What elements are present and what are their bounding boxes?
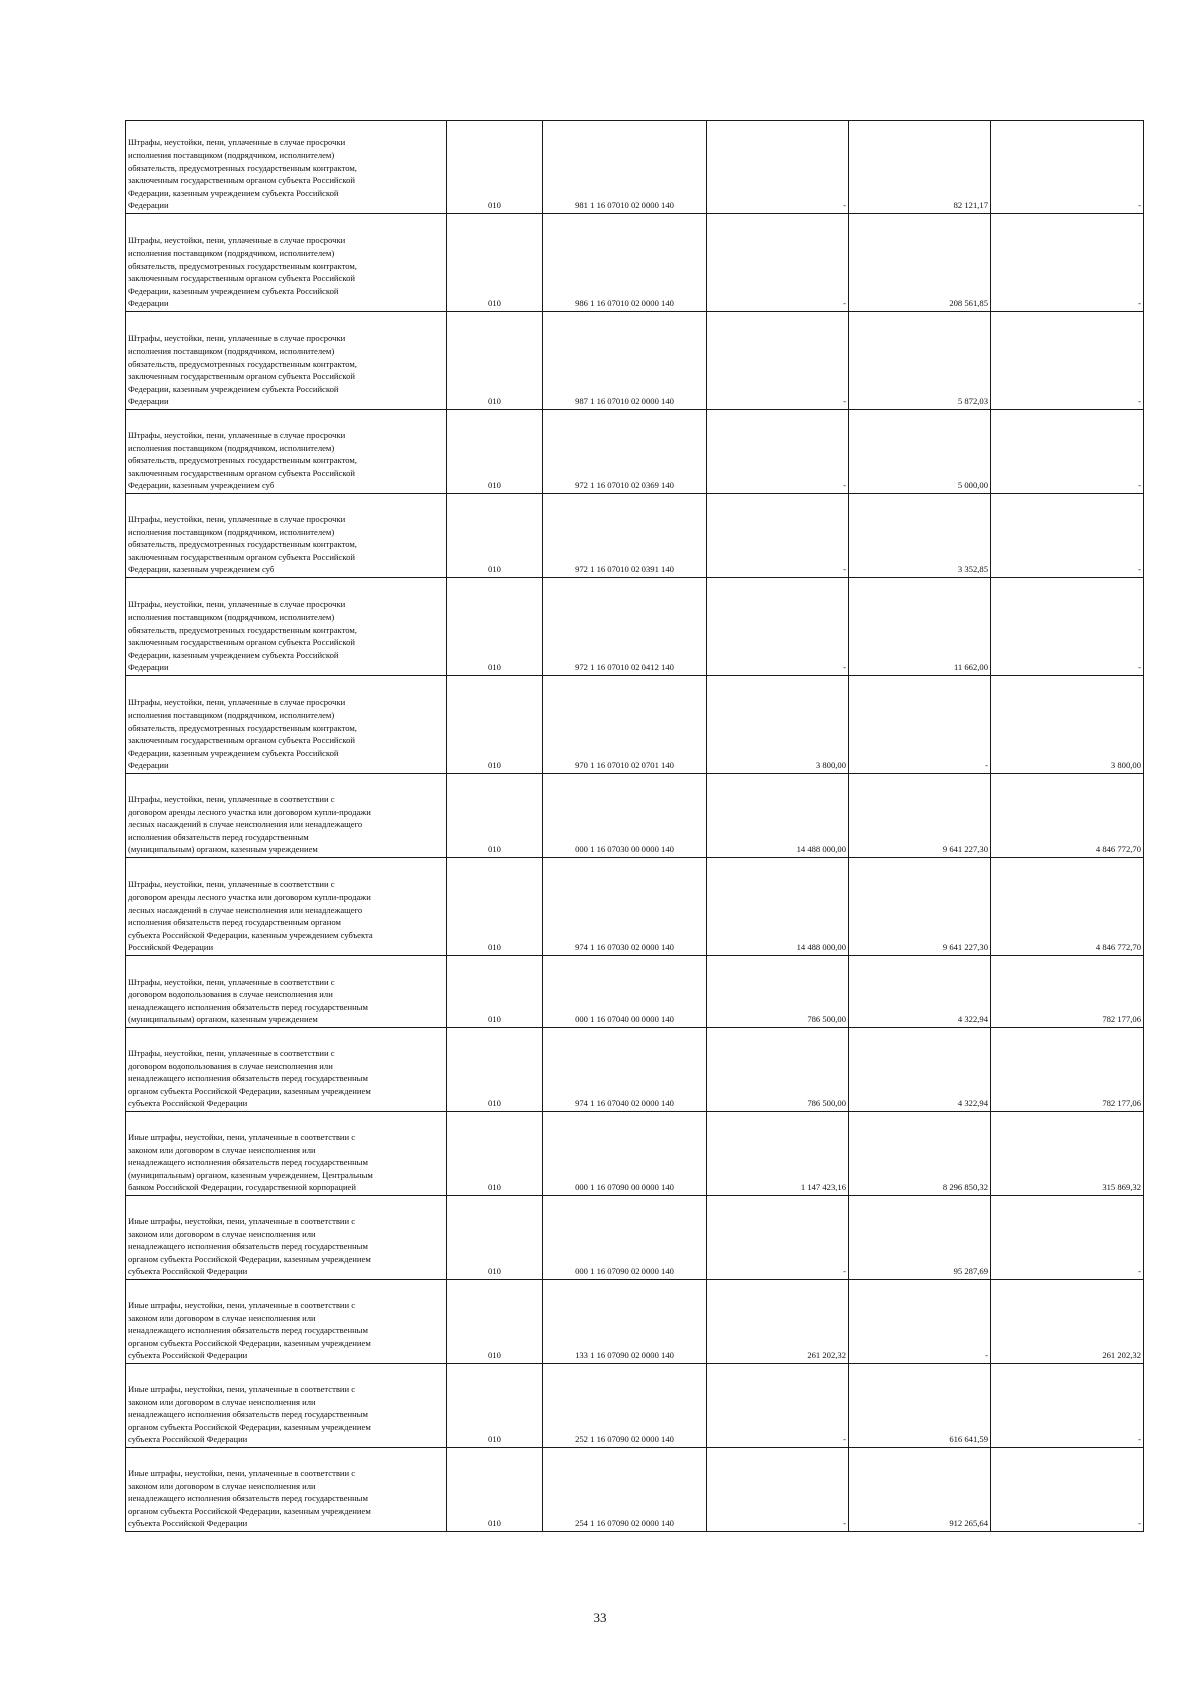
row-name: Штрафы, неустойки, пени, уплаченные в случае просрочки исполнения поставщиком (подрядчиком, исполнителем) обязательств, предусмотренных государственным контрактом, заключенным государственным органом субъекта Российской Федерации, казенным учреждением субъекта Российской Федерации bbox=[126, 214, 447, 312]
row-name: Иные штрафы, неустойки, пени, уплаченные в соответствии с законом или договором в случае неисполнения или ненадлежащего исполнения обязательств перед государственным органом субъекта Российской Федерации, казенным учреждением субъекта Российской Федерации bbox=[126, 1280, 447, 1364]
table-row bbox=[126, 494, 1144, 578]
row-name: Штрафы, неустойки, пени, уплаченные в случае просрочки исполнения поставщиком (подрядчиком, исполнителем) обязательств, предусмотренных государственным контрактом, заключенным государственным органом субъекта Российской Федерации, казенным учреждением субъекта Российской Федерации bbox=[126, 676, 447, 774]
row-executed-value: 95 287,69 bbox=[849, 1196, 991, 1280]
row-budget-code: 987 1 16 07010 02 0000 140 bbox=[543, 312, 707, 410]
row-budget-code: 974 1 16 07040 02 0000 140 bbox=[543, 1028, 707, 1112]
row-name: Штрафы, неустойки, пени, уплаченные в случае просрочки исполнения поставщиком (подрядчиком, исполнителем) обязательств, предусмотренных государственным контрактом, заключенным государственным органом субъекта Российской Федерации, казенным учреждением суб bbox=[126, 494, 447, 578]
row-name: Иные штрафы, неустойки, пени, уплаченные в соответствии с законом или договором в случае неисполнения или ненадлежащего исполнения обязательств перед государственным органом субъекта Российской Федерации, казенным учреждением субъекта Российской Федерации bbox=[126, 1364, 447, 1448]
row-name: Штрафы, неустойки, пени, уплаченные в соответствии с договором водопользования в случае неисполнения или ненадлежащего исполнения обязательств перед государственным (муниципальным) органом, казенным учреждением bbox=[126, 956, 447, 1028]
table-row bbox=[126, 410, 1144, 494]
row-unexecuted-value: - bbox=[991, 578, 1144, 676]
table-row bbox=[126, 1364, 1144, 1448]
row-unexecuted-value: - bbox=[991, 312, 1144, 410]
row-line-code: 010 bbox=[447, 312, 543, 410]
row-budget-code: 974 1 16 07030 02 0000 140 bbox=[543, 858, 707, 956]
row-plan-value: 261 202,32 bbox=[707, 1280, 849, 1364]
row-name: Иные штрафы, неустойки, пени, уплаченные в соответствии с законом или договором в случае неисполнения или ненадлежащего исполнения обязательств перед государственным органом субъекта Российской Федерации, казенным учреждением субъекта Российской Федерации bbox=[126, 1448, 447, 1532]
row-line-code: 010 bbox=[447, 956, 543, 1028]
row-unexecuted-value: - bbox=[991, 1196, 1144, 1280]
row-plan-value: - bbox=[707, 312, 849, 410]
table-row bbox=[126, 774, 1144, 858]
row-line-code: 010 bbox=[447, 774, 543, 858]
row-line-code: 010 bbox=[447, 494, 543, 578]
row-plan-value: - bbox=[707, 494, 849, 578]
row-unexecuted-value: 782 177,06 bbox=[991, 1028, 1144, 1112]
row-unexecuted-value: 4 846 772,70 bbox=[991, 774, 1144, 858]
row-name: Штрафы, неустойки, пени, уплаченные в случае просрочки исполнения поставщиком (подрядчиком, исполнителем) обязательств, предусмотренных государственным контрактом, заключенным государственным органом субъекта Российской Федерации, казенным учреждением субъекта Российской Федерации bbox=[126, 312, 447, 410]
row-plan-value: - bbox=[707, 578, 849, 676]
row-name: Штрафы, неустойки, пени, уплаченные в случае просрочки исполнения поставщиком (подрядчиком, исполнителем) обязательств, предусмотренных государственным контрактом, заключенным государственным органом субъекта Российской Федерации, казенным учреждением субъекта Российской Федерации bbox=[126, 578, 447, 676]
table-row bbox=[126, 858, 1144, 956]
row-executed-value: 9 641 227,30 bbox=[849, 774, 991, 858]
row-budget-code: 254 1 16 07090 02 0000 140 bbox=[543, 1448, 707, 1532]
row-unexecuted-value: - bbox=[991, 494, 1144, 578]
row-unexecuted-value: 782 177,06 bbox=[991, 956, 1144, 1028]
row-executed-value: 3 352,85 bbox=[849, 494, 991, 578]
row-budget-code: 252 1 16 07090 02 0000 140 bbox=[543, 1364, 707, 1448]
row-unexecuted-value: - bbox=[991, 1448, 1144, 1532]
row-plan-value: - bbox=[707, 121, 849, 214]
row-name: Штрафы, неустойки, пени, уплаченные в соответствии с договором водопользования в случае неисполнения или ненадлежащего исполнения обязательств перед государственным органом субъекта Российской Федерации, казенным учреждением субъекта Российской Федерации bbox=[126, 1028, 447, 1112]
row-budget-code: 972 1 16 07010 02 0412 140 bbox=[543, 578, 707, 676]
row-plan-value: - bbox=[707, 410, 849, 494]
row-name: Иные штрафы, неустойки, пени, уплаченные в соответствии с законом или договором в случае неисполнения или ненадлежащего исполнения обязательств перед государственным (муниципальным) органом, казенным учреждением, Центральным банком Российской Федерации, государственной корпорацией bbox=[126, 1112, 447, 1196]
row-budget-code: 981 1 16 07010 02 0000 140 bbox=[543, 121, 707, 214]
page-number: 33 bbox=[593, 1610, 607, 1625]
row-line-code: 010 bbox=[447, 121, 543, 214]
table-row bbox=[126, 214, 1144, 312]
row-unexecuted-value: - bbox=[991, 121, 1144, 214]
row-line-code: 010 bbox=[447, 858, 543, 956]
row-unexecuted-value: 315 869,32 bbox=[991, 1112, 1144, 1196]
row-executed-value: 11 662,00 bbox=[849, 578, 991, 676]
row-line-code: 010 bbox=[447, 1280, 543, 1364]
row-line-code: 010 bbox=[447, 1112, 543, 1196]
row-budget-code: 972 1 16 07010 02 0369 140 bbox=[543, 410, 707, 494]
table-row bbox=[126, 1448, 1144, 1532]
row-name: Штрафы, неустойки, пени, уплаченные в соответствии с договором аренды лесного участка или договором купли-продажи лесных насаждений в случае неисполнения или ненадлежащего исполнения обязательств перед государственным органом субъекта Российской Федерации, казенным учреждением субъекта Российской Федерации bbox=[126, 858, 447, 956]
row-plan-value: 14 488 000,00 bbox=[707, 858, 849, 956]
row-unexecuted-value: 3 800,00 bbox=[991, 676, 1144, 774]
row-budget-code: 972 1 16 07010 02 0391 140 bbox=[543, 494, 707, 578]
row-executed-value: 208 561,85 bbox=[849, 214, 991, 312]
row-budget-code: 000 1 16 07090 00 0000 140 bbox=[543, 1112, 707, 1196]
row-unexecuted-value: 4 846 772,70 bbox=[991, 858, 1144, 956]
row-executed-value: - bbox=[849, 1280, 991, 1364]
row-line-code: 010 bbox=[447, 676, 543, 774]
row-budget-code: 000 1 16 07090 02 0000 140 bbox=[543, 1196, 707, 1280]
table-row bbox=[126, 578, 1144, 676]
row-budget-code: 133 1 16 07090 02 0000 140 bbox=[543, 1280, 707, 1364]
row-unexecuted-value: - bbox=[991, 410, 1144, 494]
table-row bbox=[126, 956, 1144, 1028]
row-plan-value: - bbox=[707, 1448, 849, 1532]
row-line-code: 010 bbox=[447, 410, 543, 494]
row-executed-value: 8 296 850,32 bbox=[849, 1112, 991, 1196]
row-executed-value: 912 265,64 bbox=[849, 1448, 991, 1532]
row-executed-value: 5 000,00 bbox=[849, 410, 991, 494]
row-plan-value: 786 500,00 bbox=[707, 956, 849, 1028]
row-line-code: 010 bbox=[447, 1448, 543, 1532]
row-executed-value: 82 121,17 bbox=[849, 121, 991, 214]
table-row bbox=[126, 312, 1144, 410]
table-row bbox=[126, 676, 1144, 774]
row-line-code: 010 bbox=[447, 1364, 543, 1448]
row-unexecuted-value: - bbox=[991, 214, 1144, 312]
row-plan-value: 1 147 423,16 bbox=[707, 1112, 849, 1196]
row-plan-value: - bbox=[707, 1196, 849, 1280]
row-unexecuted-value: 261 202,32 bbox=[991, 1280, 1144, 1364]
row-plan-value: 14 488 000,00 bbox=[707, 774, 849, 858]
row-executed-value: - bbox=[849, 676, 991, 774]
row-unexecuted-value: - bbox=[991, 1364, 1144, 1448]
row-executed-value: 4 322,94 bbox=[849, 956, 991, 1028]
row-executed-value: 4 322,94 bbox=[849, 1028, 991, 1112]
revenue-table bbox=[125, 120, 1144, 1532]
table-row bbox=[126, 1280, 1144, 1364]
revenue-table-body bbox=[126, 121, 1144, 1532]
row-budget-code: 970 1 16 07010 02 0701 140 bbox=[543, 676, 707, 774]
row-line-code: 010 bbox=[447, 578, 543, 676]
row-plan-value: - bbox=[707, 1364, 849, 1448]
row-executed-value: 9 641 227,30 bbox=[849, 858, 991, 956]
row-plan-value: 3 800,00 bbox=[707, 676, 849, 774]
table-row bbox=[126, 1112, 1144, 1196]
row-name: Штрафы, неустойки, пени, уплаченные в случае просрочки исполнения поставщиком (подрядчиком, исполнителем) обязательств, предусмотренных государственным контрактом, заключенным государственным органом субъекта Российской Федерации, казенным учреждением суб bbox=[126, 410, 447, 494]
row-executed-value: 5 872,03 bbox=[849, 312, 991, 410]
row-plan-value: - bbox=[707, 214, 849, 312]
row-budget-code: 986 1 16 07010 02 0000 140 bbox=[543, 214, 707, 312]
row-budget-code: 000 1 16 07040 00 0000 140 bbox=[543, 956, 707, 1028]
row-budget-code: 000 1 16 07030 00 0000 140 bbox=[543, 774, 707, 858]
table-row bbox=[126, 1196, 1144, 1280]
row-name: Иные штрафы, неустойки, пени, уплаченные в соответствии с законом или договором в случае неисполнения или ненадлежащего исполнения обязательств перед государственным органом субъекта Российской Федерации, казенным учреждением субъекта Российской Федерации bbox=[126, 1196, 447, 1280]
table-row bbox=[126, 1028, 1144, 1112]
row-line-code: 010 bbox=[447, 1028, 543, 1112]
row-line-code: 010 bbox=[447, 214, 543, 312]
row-name: Штрафы, неустойки, пени, уплаченные в соответствии с договором аренды лесного участка или договором купли-продажи лесных насаждений в случае неисполнения или ненадлежащего исполнения обязательств перед государственным (муниципальным) органом, казенным учреждением bbox=[126, 774, 447, 858]
table-row bbox=[126, 121, 1144, 214]
row-name: Штрафы, неустойки, пени, уплаченные в случае просрочки исполнения поставщиком (подрядчиком, исполнителем) обязательств, предусмотренных государственным контрактом, заключенным государственным органом субъекта Российской Федерации, казенным учреждением субъекта Российской Федерации bbox=[126, 121, 447, 214]
row-executed-value: 616 641,59 bbox=[849, 1364, 991, 1448]
row-line-code: 010 bbox=[447, 1196, 543, 1280]
row-plan-value: 786 500,00 bbox=[707, 1028, 849, 1112]
